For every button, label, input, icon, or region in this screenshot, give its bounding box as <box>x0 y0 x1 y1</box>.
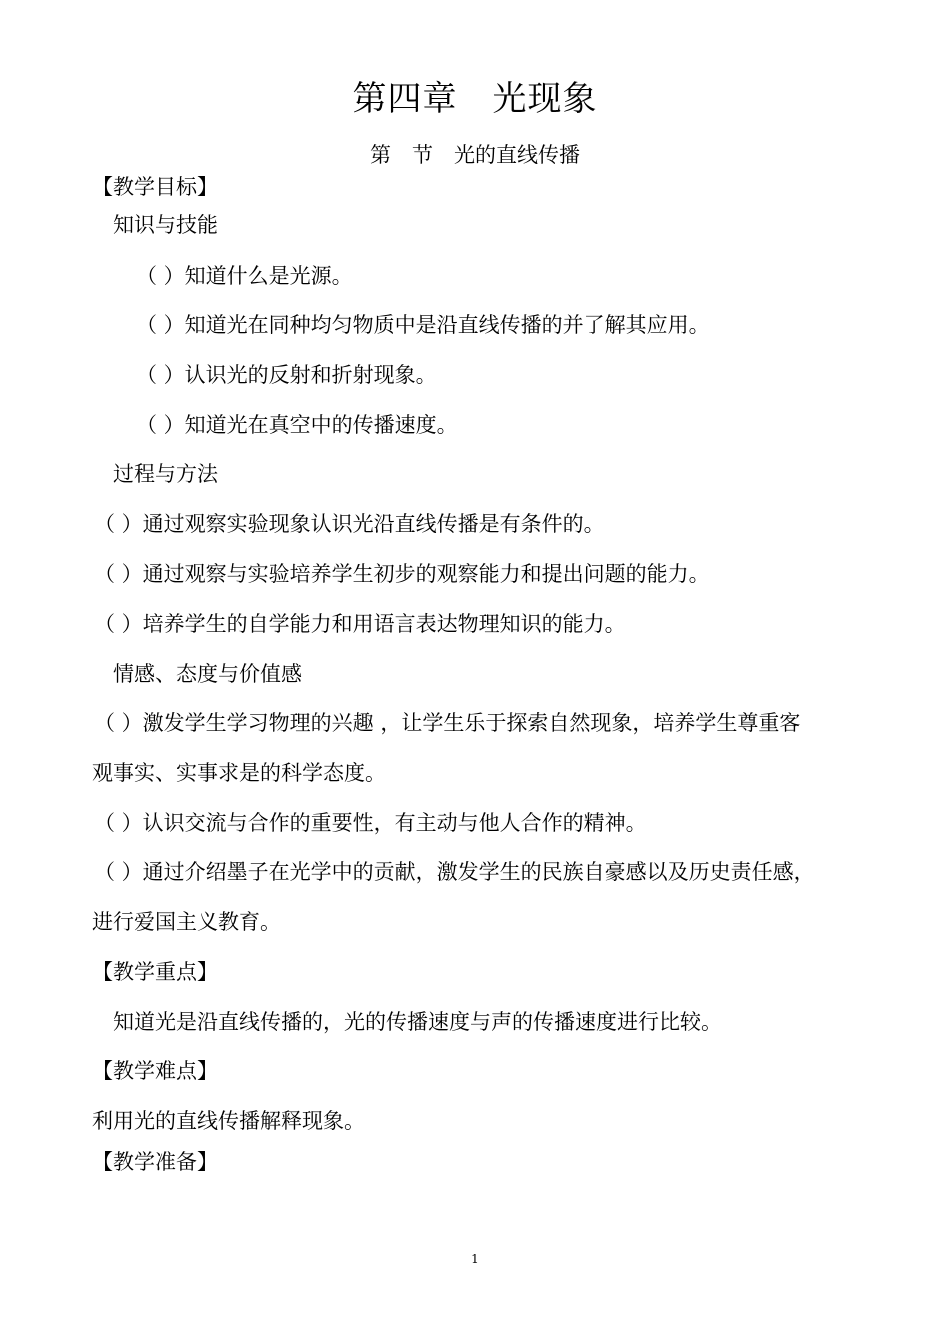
subheading-process-methods: 过程与方法 <box>113 462 218 486</box>
emotion-line: （ ）认识交流与合作的重要性，有主动与他人合作的精神。 <box>94 811 647 835</box>
knowledge-item: （ ）知道光在真空中的传播速度。 <box>136 413 458 437</box>
process-item: （ ）培养学生的自学能力和用语言表达物理知识的能力。 <box>94 612 626 636</box>
heading-preparation: 【教学准备】 <box>92 1150 218 1174</box>
subheading-knowledge-skills: 知识与技能 <box>113 213 218 237</box>
page-number: 1 <box>471 1252 479 1266</box>
difficulties-text: 利用光的直线传播解释现象。 <box>92 1109 365 1133</box>
process-item: （ ）通过观察与实验培养学生初步的观察能力和提出问题的能力。 <box>94 562 710 586</box>
subheading-emotion-attitude-values: 情感、态度与价值感 <box>113 662 302 686</box>
key-points-text: 知道光是沿直线传播的，光的传播速度与声的传播速度进行比较。 <box>113 1010 722 1034</box>
heading-teaching-goals: 【教学目标】 <box>92 175 218 199</box>
emotion-line: （ ）激发学生学习物理的兴趣 ，让学生乐于探索自然现象，培养学生尊重客 <box>94 711 801 735</box>
knowledge-item: （ ）知道什么是光源。 <box>136 264 353 288</box>
heading-difficulties: 【教学难点】 <box>92 1059 218 1083</box>
section-title: 第 节 光的直线传播 <box>370 143 580 167</box>
emotion-line: 观事实、实事求是的科学态度。 <box>92 761 386 785</box>
chapter-title: 第四章 光现象 <box>352 79 598 119</box>
heading-key-points: 【教学重点】 <box>92 960 218 984</box>
process-item: （ ）通过观察实验现象认识光沿直线传播是有条件的。 <box>94 512 605 536</box>
emotion-line: 进行爱国主义教育。 <box>92 910 281 934</box>
knowledge-item: （ ）认识光的反射和折射现象。 <box>136 363 437 387</box>
emotion-line: （ ）通过介绍墨子在光学中的贡献，激发学生的民族自豪感以及历史责任感， <box>94 860 815 884</box>
knowledge-item: （ ）知道光在同种均匀物质中是沿直线传播的并了解其应用。 <box>136 313 710 337</box>
